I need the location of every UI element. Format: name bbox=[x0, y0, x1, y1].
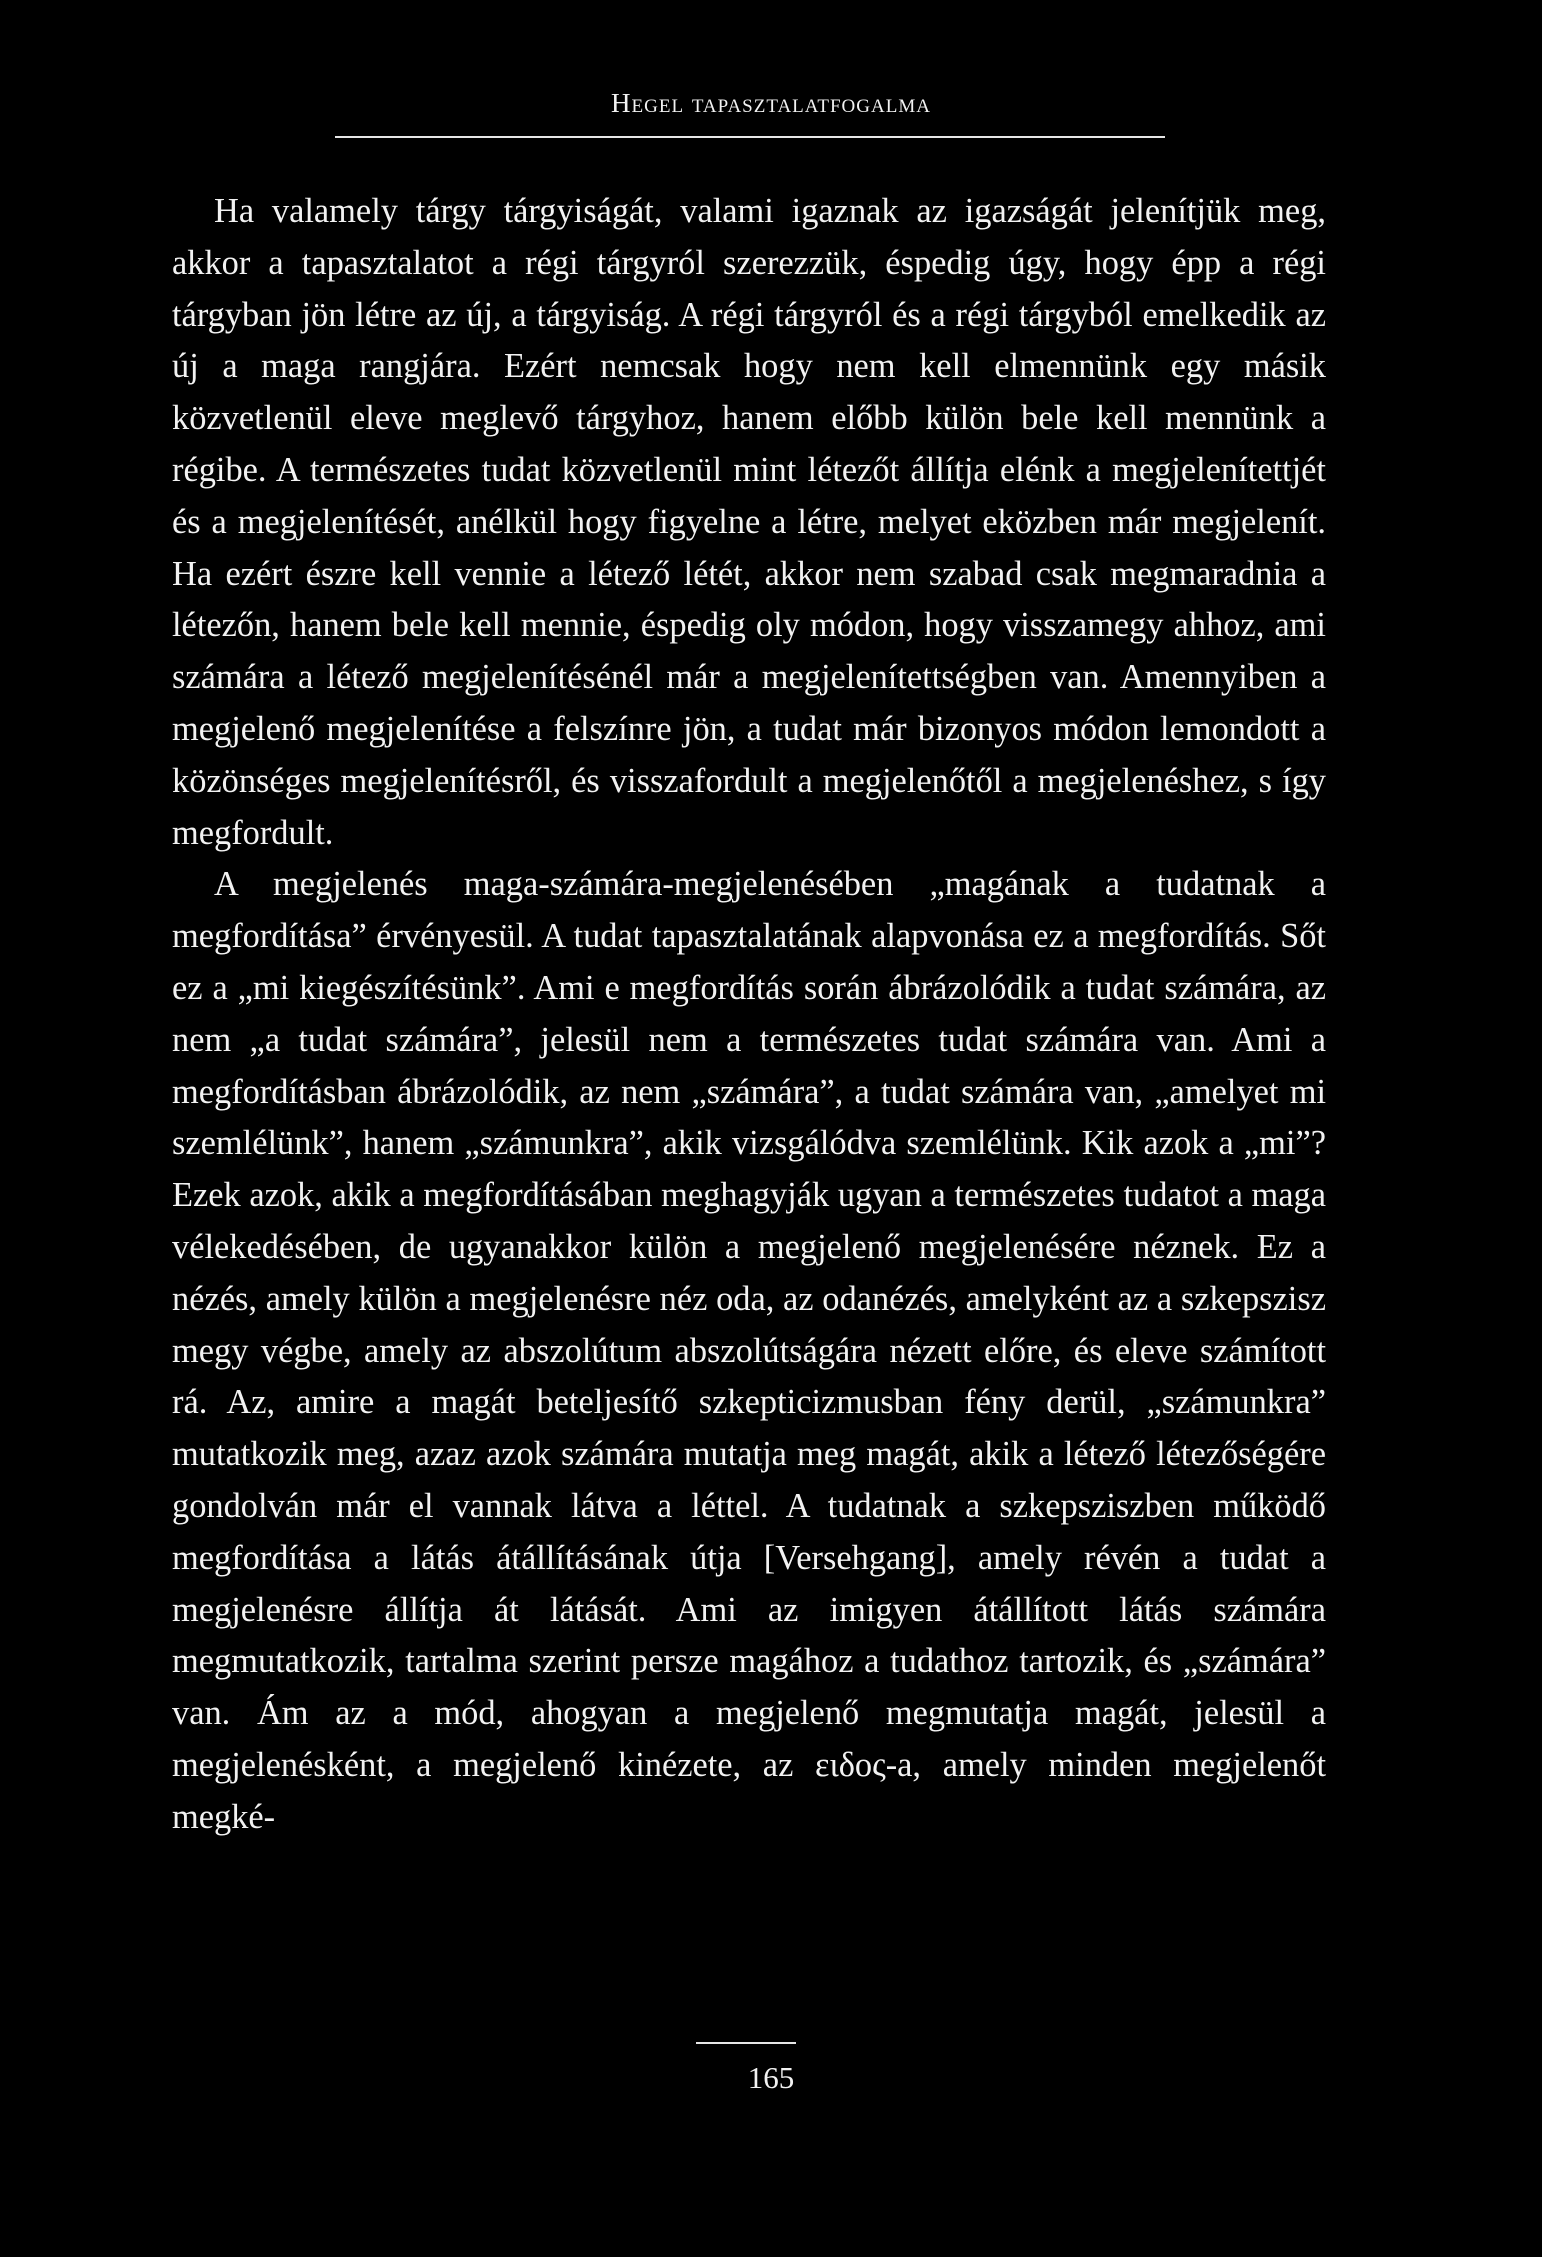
page-number: 165 bbox=[747, 2060, 795, 2095]
header-rule bbox=[335, 136, 1165, 138]
paragraph-1: Ha valamely tárgy tárgyiságát, valami igaznak az igazságát jelenítjük meg, akkor a tapasztalatot a régi tárgyról szerezzük, éspedig úgy, hogy épp a régi tárgyban jön létre az új, a tárgyiság. A régi tárgyról és a régi tárgyból emelkedik az új a maga rangjára. Ezért nemcsak hogy nem kell elmennünk egy másik közvetlenül eleve meglevő tárgyhoz, hanem előbb külön bele kell mennünk a régibe. A természetes tudat közvetlenül mint létezőt állítja elénk a megjelenítettjét és a megjelenítését, anélkül hogy figyelne a létre, melyet eközben már megjelenít. Ha ezért észre kell vennie a létező létét, akkor nem szabad csak megmaradnia a létezőn, hanem bele kell mennie, éspedig oly módon, hogy visszamegy ahhoz, ami számára a létező megjelenítésénél már a megjelenítettségben van. Amennyiben a megjelenő megjelenítése a felszínre jön, a tudat már bizonyos módon lemondott a közönséges megjelenítésről, és visszafordult a megjelenőtől a megjelenéshez, s így megfordult. bbox=[172, 192, 1326, 852]
body-text bbox=[172, 186, 1326, 1844]
running-head: Hegel tapasztalatfogalma bbox=[611, 88, 931, 118]
paragraph-2: A megjelenés maga-számára-megjelenésében „magának a tudatnak a megfordítása” érvényesül. A tudat tapasztalatának alapvonása ez a megfordítás. Sőt ez a „mi kiegészítésünk”. Ami e megfordítás során ábrázolódik a tudat számára, az nem „a tudat számára”, jelesül nem a természetes tudat számára van. Ami a megfordításban ábrázolódik, az nem „számára”, a tudat számára van, „amelyet mi szemlélünk”, hanem „számunkra”, akik vizsgálódva szemlélünk. Kik azok a „mi”? Ezek azok, akik a megfordításában meghagyják ugyan a természetes tudatot a maga vélekedésében, de ugyanakkor külön a megjelenő megjelenésére néznek. Ez a nézés, amely külön a megjelenésre néz oda, az odanézés, amelyként az a szkepszisz megy végbe, amely az abszolútum abszolútságára nézett előre, és eleve számított rá. Az, amire a magát beteljesítő szkepticizmusban fény derül, „számunkra” mutatkozik meg, azaz azok számára mutatja meg magát, akik a létező létezőségére gondolván már el vannak látva a léttel. A tudatnak a szkepsziszben működő megfordítása a látás átállításának útja [Versehgang], amely révén a tudat a megjelenésre állítja át látását. Ami az imigyen átállított látás számára megmutatkozik, tartalma szerint persze magához a tudathoz tartozik, és „számára” van. Ám az a mód, ahogyan a megjelenő megmutatja magát, jelesül a megjelenésként, a megjelenő kinézete, az ειδος-a, amely minden megjelenőt megké- bbox=[172, 865, 1326, 1836]
footer-rule bbox=[696, 2042, 796, 2044]
